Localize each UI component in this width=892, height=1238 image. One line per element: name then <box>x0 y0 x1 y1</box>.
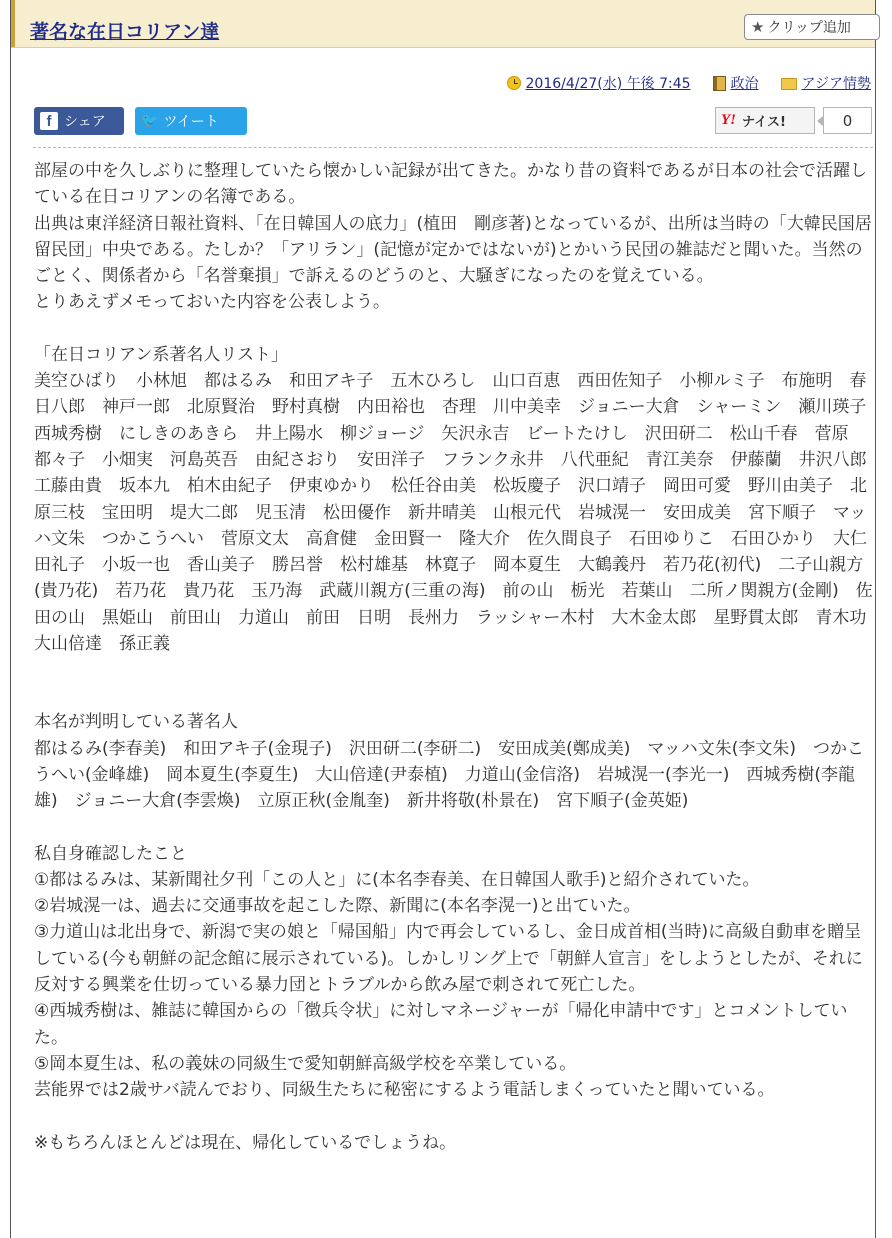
clip-add-label: クリップ追加 <box>767 20 851 36</box>
confirm-item: ①都はるみは、某新聞社夕刊「この人と」に(本名李春美、在日韓国人歌手)と紹介されていた。 <box>34 869 760 890</box>
article-body <box>34 158 884 1156</box>
yahoo-nice-button[interactable] <box>715 107 815 134</box>
yahoo-logo-icon: Y! <box>721 112 736 128</box>
confirm-item: ②岩城滉一は、過去に交通事故を起こした際、新聞に(本名李滉一)と出ていた。 <box>34 896 641 917</box>
spacer <box>34 316 874 342</box>
entry-title-link[interactable]: 著名な在日コリアン達 <box>30 21 220 43</box>
star-icon: ★ <box>751 18 765 36</box>
book-icon <box>713 76 726 91</box>
confirm-item: ⑤岡本夏生は、私の義妹の同級生で愛知朝鮮高級学校を卒業している。 <box>34 1053 577 1074</box>
nice-count: 0 <box>823 107 872 134</box>
folder-link[interactable]: アジア情勢 <box>801 76 871 92</box>
spacer <box>34 1104 874 1130</box>
folder-icon <box>781 78 797 90</box>
facebook-share-button[interactable] <box>34 107 124 135</box>
blog-entry-frame <box>10 0 884 1238</box>
twitter-tweet-button[interactable] <box>135 107 247 135</box>
yahoo-nice-label: ナイス! <box>742 115 786 130</box>
spacer <box>34 657 874 709</box>
entry-date-link[interactable]: 2016/4/27(水) 午後 7:45 <box>525 76 691 92</box>
facebook-share-label: シェア <box>64 114 106 130</box>
title-accent <box>11 0 15 47</box>
intro-paragraph: 部屋の中を久しぶりに整理していたら懐かしい記録が出てきた。かなり昔の資料であるが日本の社会で活躍している在日コリアンの名簿である。 <box>34 161 867 208</box>
clip-add-button[interactable] <box>744 14 880 40</box>
divider <box>33 147 873 148</box>
confirm-item: ④西城秀樹は、雑誌に韓国からの「徴兵令状」に対しマネージャーが「帰化申請中です」とコメントしていた。 <box>34 1001 848 1048</box>
entry-title-bar <box>11 0 875 48</box>
real-name-list: 都はるみ(李春美) 和田アキ子(金現子) 沢田研二(李研二) 安田成美(鄭成美) マッハ文朱(李文朱) つかこうへい(金峰雄) 岡本夏生(李夏生) 大山倍達(尹泰植) 力道山(金信洛) 岩城滉一(李光一) 西城秀樹(李龍雄) ジョニー大倉(李雲煥) 立原正秋(金胤奎) 新井将敬(朴景在) 宮下順子(金英姫) <box>34 738 864 812</box>
confirm-heading: 私自身確認したこと <box>34 843 187 864</box>
clock-icon <box>507 76 521 90</box>
list-heading: 「在日コリアン系著名人リスト」 <box>34 344 288 365</box>
confirm-item: ③力道山は北出身で、新潟で実の娘と「帰国船」内で再会しているし、金日成首相(当時)に高級自動車を贈呈している(今も朝鮮の記念館に展示されている)。しかしリング上で「朝鮮人宣言」をしようとしたが、それに反対する興業を仕切っている暴力団とトラブルから飲み屋で刺されて死亡した。 <box>34 922 863 996</box>
spacer <box>34 815 874 841</box>
twitter-bird-icon: 🐦 <box>141 113 159 129</box>
twitter-tweet-label: ツイート <box>163 114 219 130</box>
real-name-heading: 本名が判明している著名人 <box>34 712 238 733</box>
intro-paragraph: 出典は東洋経済日報社資料、「在日韓国人の底力」(植田 剛彦著)となっているが、出所は当時の「大韓民国居留民団」中央である。たしか？「アリラン」(記憶が定かではないが)とかいう民団の雑誌だと聞いた。当然のごとく、関係者から「名誉棄損」で訴えるのどうのと、大騒ぎになったのを覚えている。 <box>34 213 872 287</box>
intro-paragraph: とりあえずメモっておいた内容を公表しよう。 <box>34 292 390 313</box>
celebrity-list: 美空ひばり 小林旭 都はるみ 和田アキ子 五木ひろし 山口百恵 西田佐知子 小柳ルミ子 布施明 春日八郎 神戸一郎 北原賢治 野村真樹 内田裕也 杏理 川中美幸 ジョニー大倉 シャーミン 瀬川瑛子 西城秀樹 にしきのあきら 井上陽水 柳ジョージ 矢沢永吉 ビートたけし 沢田研二 松山千春 菅原都々子 小畑実 河島英吾 由紀さおり 安田洋子 フランク永井 八代亜紀 青江美奈 伊藤蘭 井沢八郎 工藤由貴 坂本九 柏木由紀子 伊東ゆかり 松任谷由美 松坂慶子 沢口靖子 岡田可愛 野川由美子 北原三枝 宝田明 堤大二郎 児玉清 松田優作 新井晴美 山根元代 岩城滉一 安田成美 宮下順子 マッハ文朱 つかこうへい 菅原文太 高倉健 金田賢一 隆大介 佐久間良子 石田ゆりこ 石田ひかり 大仁田礼子 小坂一也 香山美子 勝呂誉 松村雄基 林寛子 岡本夏生 大鶴義丹 若乃花(初代) 二子山親方(貴乃花) 若乃花 貴乃花 玉乃海 武蔵川親方(三重の海) 前の山 栃光 若葉山 二所ノ関親方(金剛) 佐田の山 黒姫山 前田山 力道山 前田 日明 長州力 ラッシャー木村 大木金太郎 星野貫太郎 青木功 大山倍達 孫正義 <box>34 371 884 655</box>
closing-note: ※もちろんほとんどは現在、帰化しているでしょうね。 <box>34 1132 457 1153</box>
entry-meta <box>431 73 871 93</box>
confirm-item: 芸能界では2歳サバ読んでおり、同級生たちに秘密にするよう電話しまくっていたと聞いている。 <box>34 1080 775 1101</box>
facebook-icon: f <box>40 112 58 130</box>
category-link[interactable]: 政治 <box>730 76 759 92</box>
